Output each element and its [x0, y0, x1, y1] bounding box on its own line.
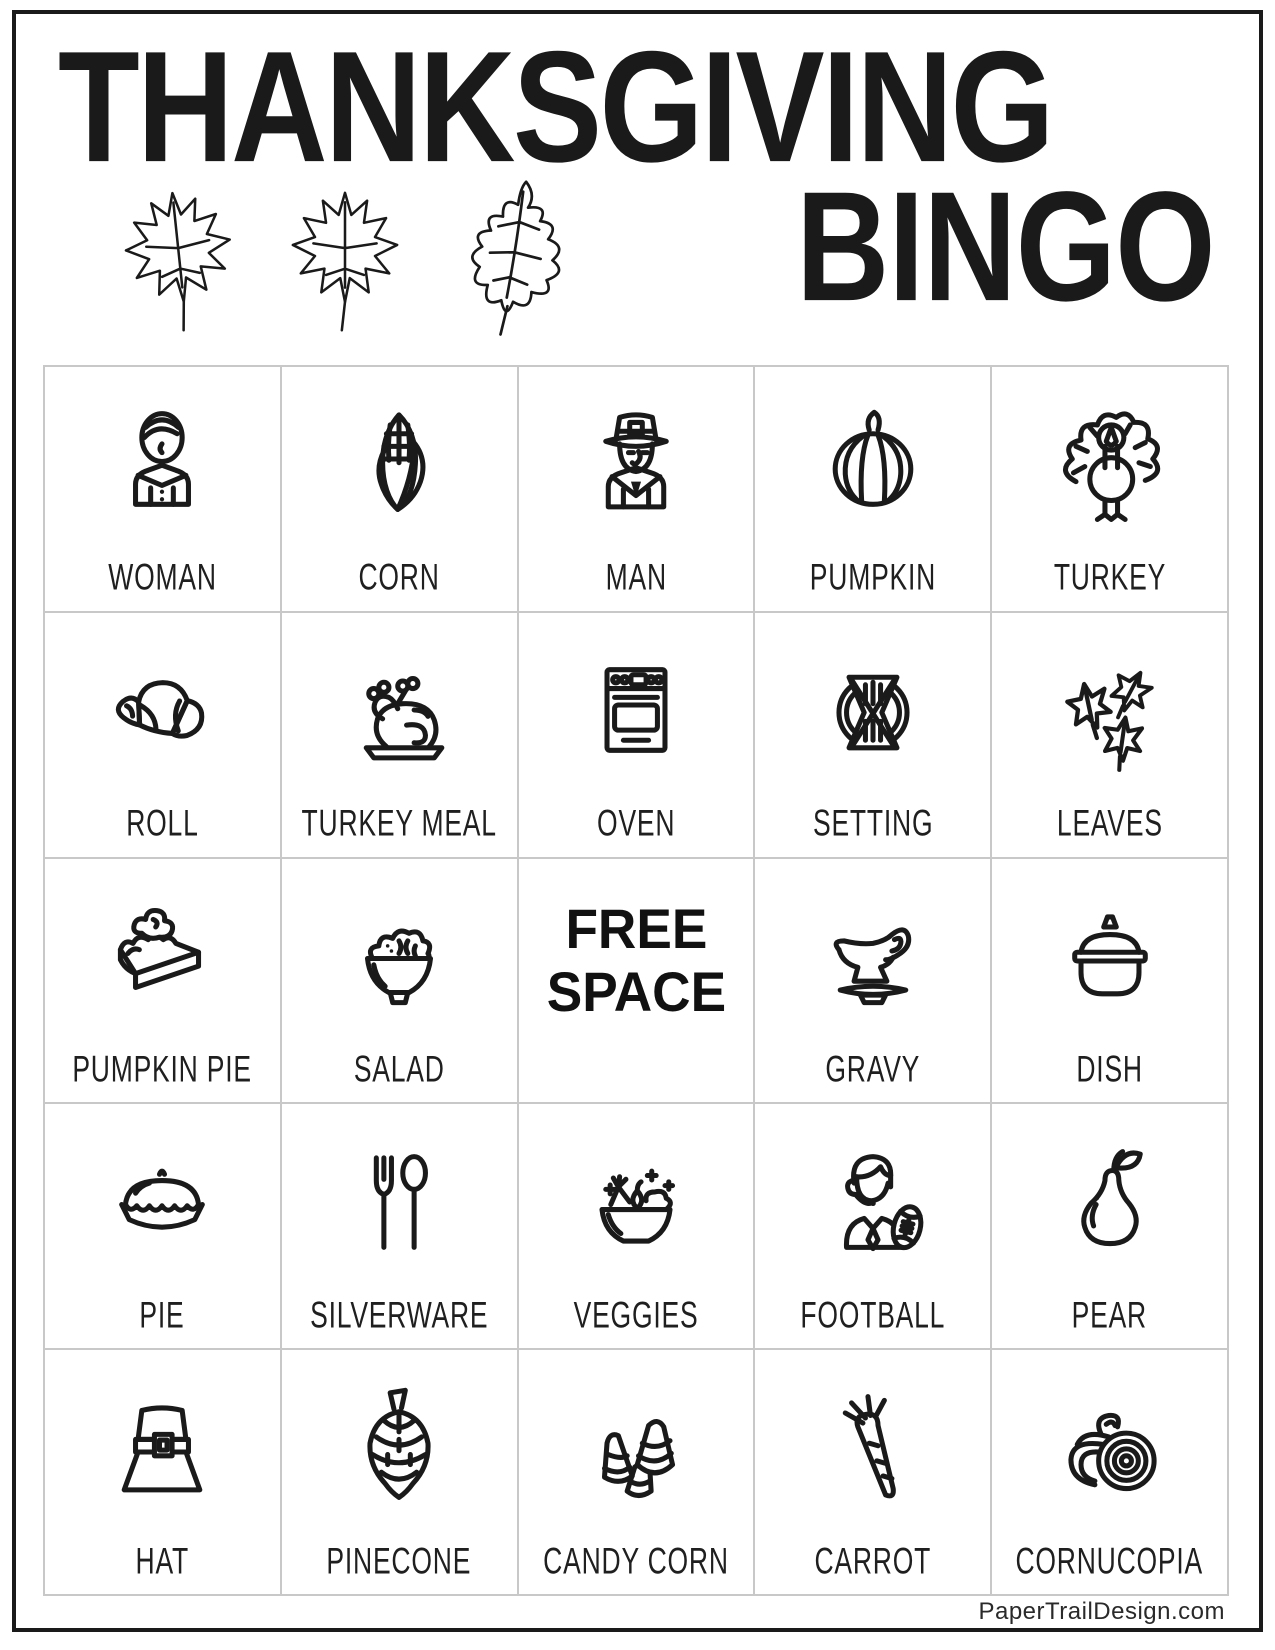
cell-label: MAN [605, 557, 667, 599]
cell-icon-wrap [755, 859, 990, 1053]
cell-label: ROLL [126, 803, 199, 845]
casserole-dish-icon [1047, 893, 1173, 1019]
cell-icon-wrap [45, 613, 280, 807]
corn-icon [336, 401, 462, 527]
oak-leaf-icon [422, 160, 612, 351]
cell-label: TURKEY MEAL [301, 803, 497, 845]
cell-label: PINECONE [326, 1540, 472, 1582]
cell-label: HAT [135, 1540, 190, 1582]
cell-label: FOOTBALL [800, 1294, 946, 1336]
cell-icon-wrap [45, 1350, 280, 1544]
carrot-icon [810, 1384, 936, 1510]
bingo-cell [282, 859, 517, 1103]
footer-credit: PaperTrailDesign.com [978, 1598, 1225, 1625]
whole-pie-icon [99, 1139, 225, 1265]
cell-label: SILVERWARE [310, 1294, 489, 1336]
cell-label: OVEN [596, 803, 676, 845]
bingo-cell [282, 1104, 517, 1348]
page-title: THANKSGIVING [58, 18, 1052, 196]
cell-label: WOMAN [108, 557, 217, 599]
cell-label: PUMPKIN PIE [72, 1048, 253, 1090]
cell-label: VEGGIES [573, 1294, 699, 1336]
bingo-cell [992, 1350, 1227, 1594]
cell-label: LEAVES [1056, 803, 1163, 845]
cell-label: SALAD [353, 1048, 445, 1090]
cell-icon-wrap [282, 859, 517, 1053]
croissant-icon [99, 647, 225, 773]
bingo-cell [45, 367, 280, 611]
pear-icon [1047, 1139, 1173, 1265]
bingo-cell [755, 367, 990, 611]
bingo-cell [45, 1104, 280, 1348]
bingo-cell [755, 613, 990, 857]
leaves-icon [1047, 647, 1173, 773]
cell-label: CORNUCOPIA [1015, 1540, 1204, 1582]
pilgrim-hat-icon [99, 1384, 225, 1510]
free-space-text: FREE SPACE [546, 896, 726, 1024]
oven-icon [573, 647, 699, 773]
cell-label: PEAR [1071, 1294, 1148, 1336]
cell-label: CARROT [814, 1540, 932, 1582]
cell-icon-wrap [755, 613, 990, 807]
bingo-cell [992, 1104, 1227, 1348]
bingo-cell [282, 613, 517, 857]
bingo-cell [45, 859, 280, 1103]
turkey-icon [1047, 401, 1173, 527]
header-leaves [100, 170, 602, 342]
maple-leaf-icon [266, 170, 424, 342]
cell-icon-wrap [45, 367, 280, 561]
bingo-cell [755, 1350, 990, 1594]
cell-icon-wrap [755, 1350, 990, 1544]
bingo-grid [43, 365, 1229, 1596]
veggie-bowl-icon [573, 1139, 699, 1265]
cell-label: TURKEY [1053, 557, 1166, 599]
cell-label: DISH [1076, 1048, 1143, 1090]
pilgrim-man-icon [573, 401, 699, 527]
roast-turkey-icon [336, 647, 462, 773]
cell-label: CORN [358, 557, 440, 599]
cell-icon-wrap [282, 613, 517, 807]
bingo-cell [992, 859, 1227, 1103]
cell-label: PIE [139, 1294, 185, 1336]
cell-icon-wrap [45, 1104, 280, 1298]
cell-icon-wrap [992, 613, 1227, 807]
gravy-boat-icon [810, 893, 936, 1019]
salad-bowl-icon [336, 893, 462, 1019]
pumpkin-pie-slice-icon [99, 893, 225, 1019]
cell-label: CANDY CORN [543, 1540, 729, 1582]
page-title-bingo: BINGO [796, 158, 1215, 334]
cell-icon-wrap [282, 367, 517, 561]
bingo-cell [282, 367, 517, 611]
bingo-cell [519, 1104, 754, 1348]
fork-spoon-icon [336, 1139, 462, 1265]
bingo-cell [519, 613, 754, 857]
pumpkin-icon [810, 401, 936, 527]
cell-icon-wrap [519, 1104, 754, 1298]
cell-icon-wrap [519, 613, 754, 807]
bingo-cell [45, 613, 280, 857]
cell-icon-wrap [755, 1104, 990, 1298]
cell-icon-wrap [282, 1350, 517, 1544]
bingo-cell [992, 367, 1227, 611]
bingo-cell [45, 1350, 280, 1594]
bingo-cell [519, 367, 754, 611]
cell-label: SETTING [812, 803, 933, 845]
place-setting-icon [810, 647, 936, 773]
bingo-cell [755, 1104, 990, 1348]
cell-icon-wrap [992, 1350, 1227, 1544]
cell-icon-wrap [755, 367, 990, 561]
cell-label: GRAVY [825, 1048, 921, 1090]
cornucopia-icon [1047, 1384, 1173, 1510]
candy-corn-icon [573, 1384, 699, 1510]
commentator-football-icon [810, 1139, 936, 1265]
cell-icon-wrap [45, 859, 280, 1053]
cell-icon-wrap [992, 859, 1227, 1053]
bingo-cell [992, 613, 1227, 857]
cell-icon-wrap [519, 367, 754, 561]
cell-icon-wrap [519, 1350, 754, 1544]
bingo-cell [282, 1350, 517, 1594]
bingo-cell [755, 859, 990, 1103]
free-space-cell [519, 859, 754, 1103]
maple-leaf-icon [91, 162, 266, 350]
pinecone-icon [336, 1384, 462, 1510]
cell-label: PUMPKIN [809, 557, 936, 599]
cell-icon-wrap [992, 1104, 1227, 1298]
cell-icon-wrap [992, 367, 1227, 561]
cell-icon-wrap [282, 1104, 517, 1298]
pilgrim-woman-icon [99, 401, 225, 527]
bingo-cell [519, 1350, 754, 1594]
